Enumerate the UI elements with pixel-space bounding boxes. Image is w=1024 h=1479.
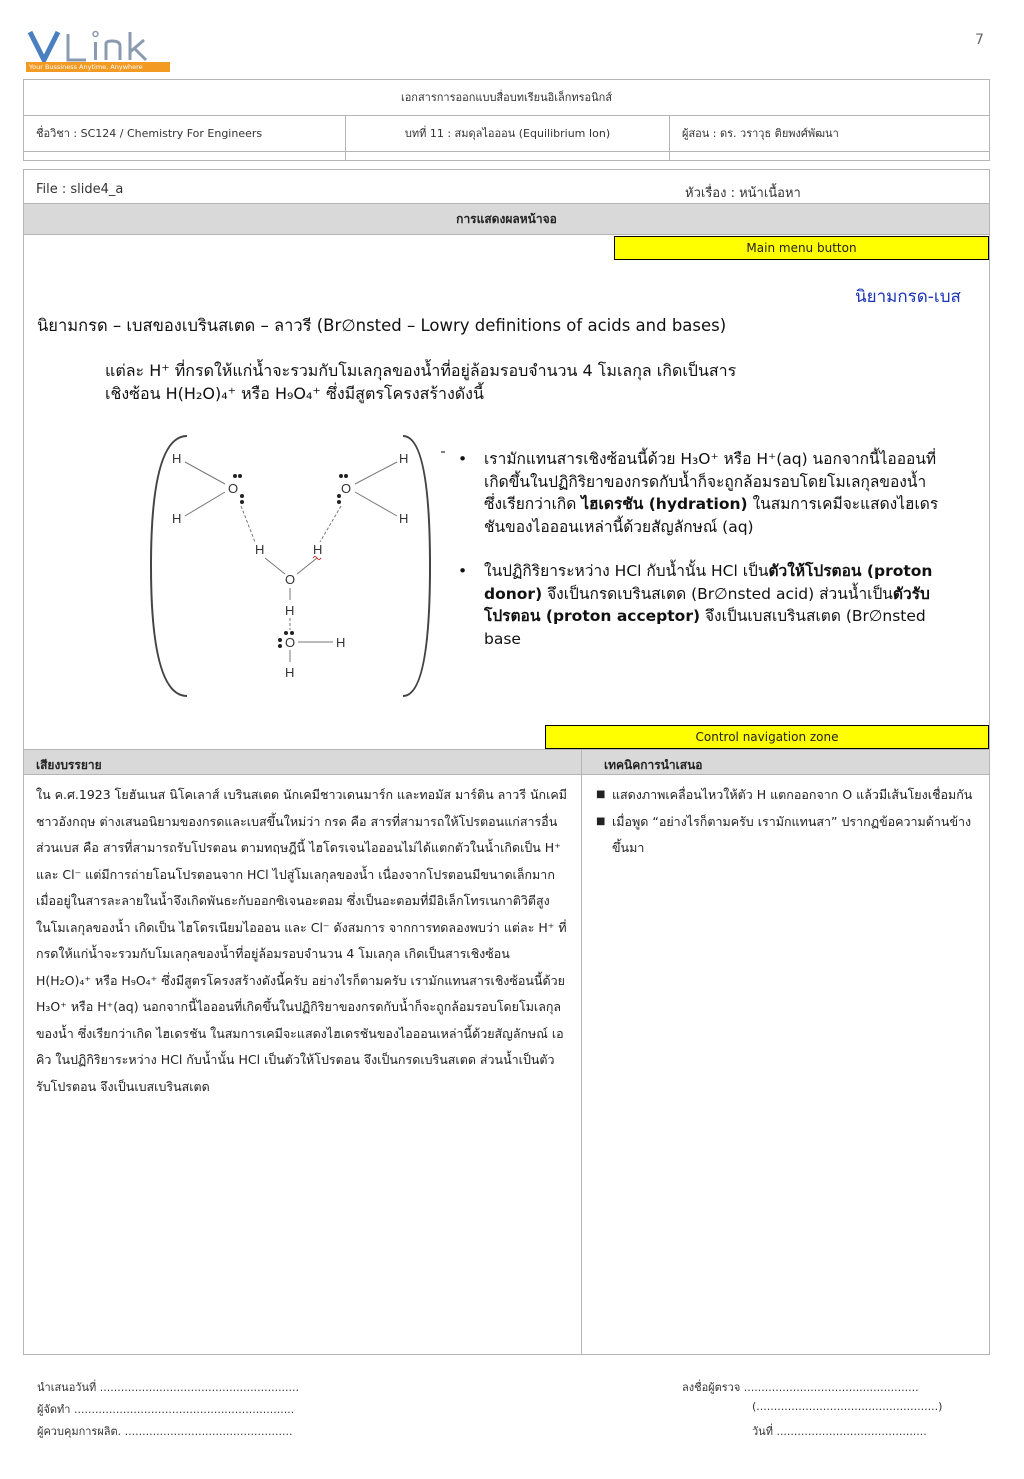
slide-paragraph-line1: แต่ละ H⁺ ที่กรดให้แก่น้ำจะรวมกับโมเลกุลของน้ำที่อยู่ล้อมรอบจำนวน 4 โมเลกุล เกิดเป็นสาร bbox=[105, 361, 737, 380]
footer-production-supervisor: ผู้ควบคุมการผลิต. ................................................ bbox=[37, 1425, 293, 1438]
footer-reviewer-name: (....................................................) bbox=[752, 1400, 943, 1413]
atom-h: H bbox=[313, 542, 323, 557]
slide-heading: นิยามกรด – เบสของเบรินสเตด – ลาวรี (Br∅nsted – Lowry definitions of acids and bases) bbox=[37, 316, 727, 335]
bullet2-text: ในปฏิกิริยาระหว่าง HCl กับน้ำนั้น HCl เป็น bbox=[484, 562, 769, 580]
narration-text: ใน ค.ศ.1923 โยฮันเนส นิโคเลาส์ เบรินสเตด นักเคมีชาวเดนมาร์ก และทอมัส มาร์ติน ลาวรี นักเคมีชาวอังกฤษ ต่างเสนอนิยามของกรดและเบสขึ้นใหม่ว่า กรด คือ สารที่สามารถให้โปรตอนแก่สารอื่น ส่วนเบส คือ สารที่สามารถรับโปรตอน ตามทฤษฎีนี้ ไฮโดรเจนไอออนไม่ได้แตกตัวในน้ำเกิดเป็น H⁺ และ Cl⁻ แต่มีการถ่ายโอนโปรตอนจาก HCl ไปสู่โมเลกุลของน้ำ เนื่องจากโปรตอนมีขนาดเล็กมาก เมื่ออยู่ในสารละลายในน้ำจึงเกิดพันธะกับออกซิเจนอะตอม ซึ่งเป็นอะตอมที่มีอิเล็กโทรเนกาติวิตีสูง ในโมเลกุลของน้ำ เกิดเป็น ไฮโดรเนียมไอออน และ Cl⁻ ดังสมการ จากการทดลองพบว่า แต่ละ H⁺ ที่กรดให้แก่น้ำจะรวมกับโมเลกุลของน้ำที่อยู่ล้อมรอบจำนวน 4 โมเลกุล เกิดเป็นสารเชิงซ้อน H(H₂O)₄⁺ หรือ H₉O₄⁺ ซึ่งมีสูตรโครงสร้างดังนี้ครับ อย่างไรก็ตามครับ เรามักแทนสารเชิงซ้อนนี้ด้วย H₃O⁺ หรือ H⁺(aq) นอกจากนี้ไอออนที่เกิดขึ้นในปฏิกิริยาของกรดกับน้ำก็จะถูกล้อมรอบโดยโมเลกุลของน้ำ ซึ่งเรียกว่าเกิด ไฮเดรชัน ในสมการเคมีจะแสดงไฮเดรชันของไอออนเหล่านี้ด้วยสัญลักษณ์ เอคิว ในปฏิกิริยาระหว่าง HCl กับน้ำนั้น HCl เป็นตัวให้โปรตอน จึงเป็นกรดเบรินสเตด ส่วนน้ำเป็นตัวรับโปรตอน จึงเป็นเบสเบรินสเตด bbox=[36, 787, 567, 1094]
spacer-cell bbox=[346, 152, 670, 160]
left-bracket bbox=[151, 436, 187, 696]
footer-author: ผู้จัดทำ ............................................................... bbox=[37, 1403, 295, 1416]
bullet1-bold: ไฮเดรชัน (hydration) bbox=[581, 495, 748, 513]
h9o4-structure-diagram bbox=[145, 432, 445, 700]
slide-paragraph bbox=[105, 359, 845, 405]
slide-bullets bbox=[454, 448, 939, 672]
display-section-header: การแสดงผลหน้าจอ bbox=[23, 203, 990, 235]
atom-o: O bbox=[228, 481, 239, 496]
file-info-bar bbox=[23, 169, 990, 203]
techniques-header: เทคนิคการนำเสนอ bbox=[604, 758, 703, 772]
main-menu-button[interactable]: Main menu button bbox=[614, 236, 989, 260]
atom-h: H bbox=[172, 511, 182, 526]
instructor-field: ผู้สอน : ดร. วราวุธ ติยพงศ์พัฒนา bbox=[682, 127, 839, 140]
bullet2-text-end: จึงเป็นเบสเบรินสเตด (Br∅nsted base bbox=[484, 607, 926, 648]
header-spacer-row bbox=[23, 151, 990, 161]
bullet2-bold: ตัวให้โปรตอน (proton donor) bbox=[484, 562, 933, 603]
column-divider bbox=[581, 750, 582, 1354]
control-navigation-zone[interactable]: Control navigation zone bbox=[545, 725, 989, 749]
bullet-item bbox=[454, 448, 939, 538]
bullet1-text: เรามักแทนสารเชิงซ้อนนี้ด้วย H₃O⁺ หรือ H⁺(aq) นอกจากนี้ไอออนที่เกิดขึ้นในปฏิกิริยาของกรดกับน้ำก็จะถูกล้อมรอบโดยโมเลกุลของน้ำ ซึ่งเรียกว่าเกิด bbox=[484, 450, 937, 513]
bullet1-text-end: ในสมการเคมีจะแสดงไฮเดรชันของไอออนเหล่านี้ด้วยสัญลักษณ์ (aq) bbox=[484, 495, 939, 536]
atom-h: H bbox=[399, 511, 409, 526]
bullet2-text-mid: จึงเป็นกรดเบรินสเตด (Br∅nsted acid) ส่วนน้ำเป็น bbox=[542, 584, 893, 603]
techniques-list bbox=[596, 782, 981, 862]
square-bullet-icon: ■ bbox=[596, 815, 606, 827]
atom-h: H bbox=[336, 635, 346, 650]
atom-h: H bbox=[285, 665, 295, 680]
narration-header: เสียงบรรยาย bbox=[36, 758, 102, 772]
file-name: File : slide4_a bbox=[36, 182, 124, 197]
footer-presented-date: นำเสนอวันที่ ......................................................... bbox=[37, 1381, 300, 1394]
atom-o: O bbox=[341, 481, 352, 496]
technique-text: เมื่อพูด “อย่างไรก็ตามครับ เรามักแทนสา” ปรากฏข้อความด้านข้างขึ้นมา bbox=[612, 813, 972, 855]
spacer-cell bbox=[24, 152, 346, 160]
technique-item bbox=[596, 809, 981, 862]
narration-table-header bbox=[24, 750, 989, 775]
header-title: เอกสารการออกแบบสื่อบทเรียนอิเล็กทรอนิกส์ bbox=[23, 79, 990, 116]
right-bracket bbox=[403, 436, 430, 696]
page-number: 7 bbox=[975, 32, 984, 48]
bullet-dot-icon: • bbox=[458, 450, 468, 468]
header-info-row bbox=[23, 115, 990, 152]
atom-h: H bbox=[399, 451, 409, 466]
atom-h: H bbox=[255, 542, 265, 557]
atom-o: O bbox=[285, 635, 296, 650]
chapter-field: บทที่ 11 : สมดุลไอออน (Equilibrium Ion) bbox=[346, 116, 670, 151]
narration-table bbox=[23, 749, 990, 1355]
bullet-item bbox=[454, 560, 939, 650]
footer-date: วันที่ ........................................... bbox=[752, 1425, 927, 1438]
slide-paragraph-line2: เชิงซ้อน H(H₂O)₄⁺ หรือ H₉O₄⁺ ซึ่งมีสูตรโครงสร้างดังนี้ bbox=[105, 384, 484, 403]
bullet-dot-icon: • bbox=[458, 562, 468, 580]
atom-h: H bbox=[285, 603, 295, 618]
bullet2-bold2: ตัวรับโปรตอน (proton acceptor) bbox=[484, 584, 930, 625]
technique-text: แสดงภาพเคลื่อนไหวให้ตัว H แตกออกจาก O แล้วมีเส้นโยงเชื่อมกัน bbox=[612, 787, 973, 802]
logo-tagline: Your Bussiness Anytime, Anywhere bbox=[26, 62, 170, 72]
square-bullet-icon: ■ bbox=[596, 789, 606, 800]
atom-h: H bbox=[172, 451, 182, 466]
topic-label: หัวเรื่อง : หน้าเนื้อหา bbox=[685, 186, 801, 201]
footer-reviewer-signature: ลงชื่อผู้ตรวจ .................................................. bbox=[682, 1381, 919, 1394]
atom-o: O bbox=[285, 572, 296, 587]
slide-topic-title: นิยามกรด-เบส bbox=[855, 287, 961, 307]
technique-item bbox=[596, 782, 981, 809]
subject-field: ชื่อวิชา : SC124 / Chemistry For Engineers bbox=[24, 116, 346, 151]
